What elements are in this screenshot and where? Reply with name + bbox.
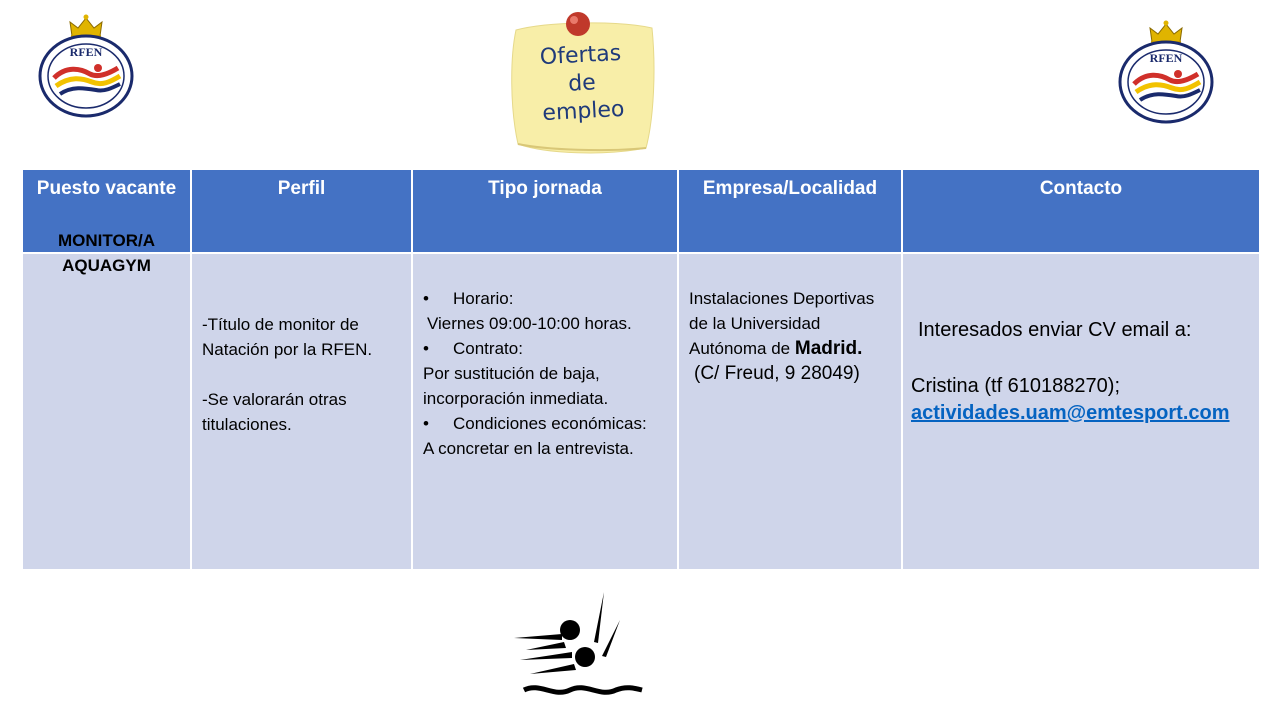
rfen-logo-right — [1116, 18, 1216, 124]
pin-icon — [566, 12, 590, 36]
cell-puesto — [22, 231, 191, 570]
empresa-city: Madrid. — [794, 338, 863, 359]
cell-contacto — [902, 253, 1260, 570]
contacto-person: Cristina (tf 610188270); — [911, 375, 1121, 397]
header-jornada: Tipo jornada — [412, 169, 678, 253]
jornada-condiciones: A concretar en la entrevista. — [423, 439, 634, 458]
cell-perfil — [191, 253, 412, 570]
header-contacto: Contacto — [902, 169, 1260, 253]
note-title: Ofertas de empleo — [539, 40, 626, 127]
cell-empresa — [678, 253, 902, 570]
contacto-email-link[interactable]: actividades.uam@emtesport.com — [911, 402, 1230, 424]
logo-text: RFEN — [69, 45, 103, 59]
perfil-extra: -Se valorarán otras titulaciones. — [202, 390, 347, 434]
jornada-condiciones-label: Condiciones económicas: — [453, 414, 647, 433]
cell-jornada — [412, 253, 678, 570]
logo-text: RFEN — [1149, 51, 1183, 65]
jornada-contrato-label: Contrato: — [453, 339, 523, 358]
bullet-icon: • — [423, 414, 429, 433]
bullet-icon: • — [423, 339, 429, 358]
empresa-address: (C/ Freud, 9 28049) — [694, 363, 860, 384]
bullet-item — [423, 411, 669, 436]
jornada-horario-label: Horario: — [453, 289, 514, 308]
header-puesto: Puesto vacante — [22, 169, 191, 253]
perfil-requirement: -Título de monitor de Natación por la RFEN. — [202, 315, 373, 359]
contacto-intro: Interesados enviar CV email a: — [918, 319, 1192, 341]
bullet-item — [423, 286, 669, 311]
table-header-row — [22, 169, 1260, 253]
jornada-contrato: Por sustitución de baja, incorporación inmediata. — [423, 364, 609, 408]
bullet-icon: • — [423, 289, 429, 308]
table-row — [22, 253, 1260, 570]
header-empresa: Empresa/Localidad — [678, 169, 902, 253]
puesto-line2: AQUAGYM — [62, 256, 151, 275]
puesto-line1: MONITOR/A — [58, 231, 155, 250]
rfen-logo-left — [36, 12, 136, 118]
header-perfil: Perfil — [191, 169, 412, 253]
job-offers-table — [21, 168, 1261, 571]
empresa-name: Instalaciones Deportivas de la Universidad Autónoma de — [689, 289, 875, 358]
swimmer-icon — [510, 590, 646, 700]
bullet-item — [423, 336, 669, 361]
jornada-horario: Viernes 09:00-10:00 horas. — [427, 314, 632, 333]
